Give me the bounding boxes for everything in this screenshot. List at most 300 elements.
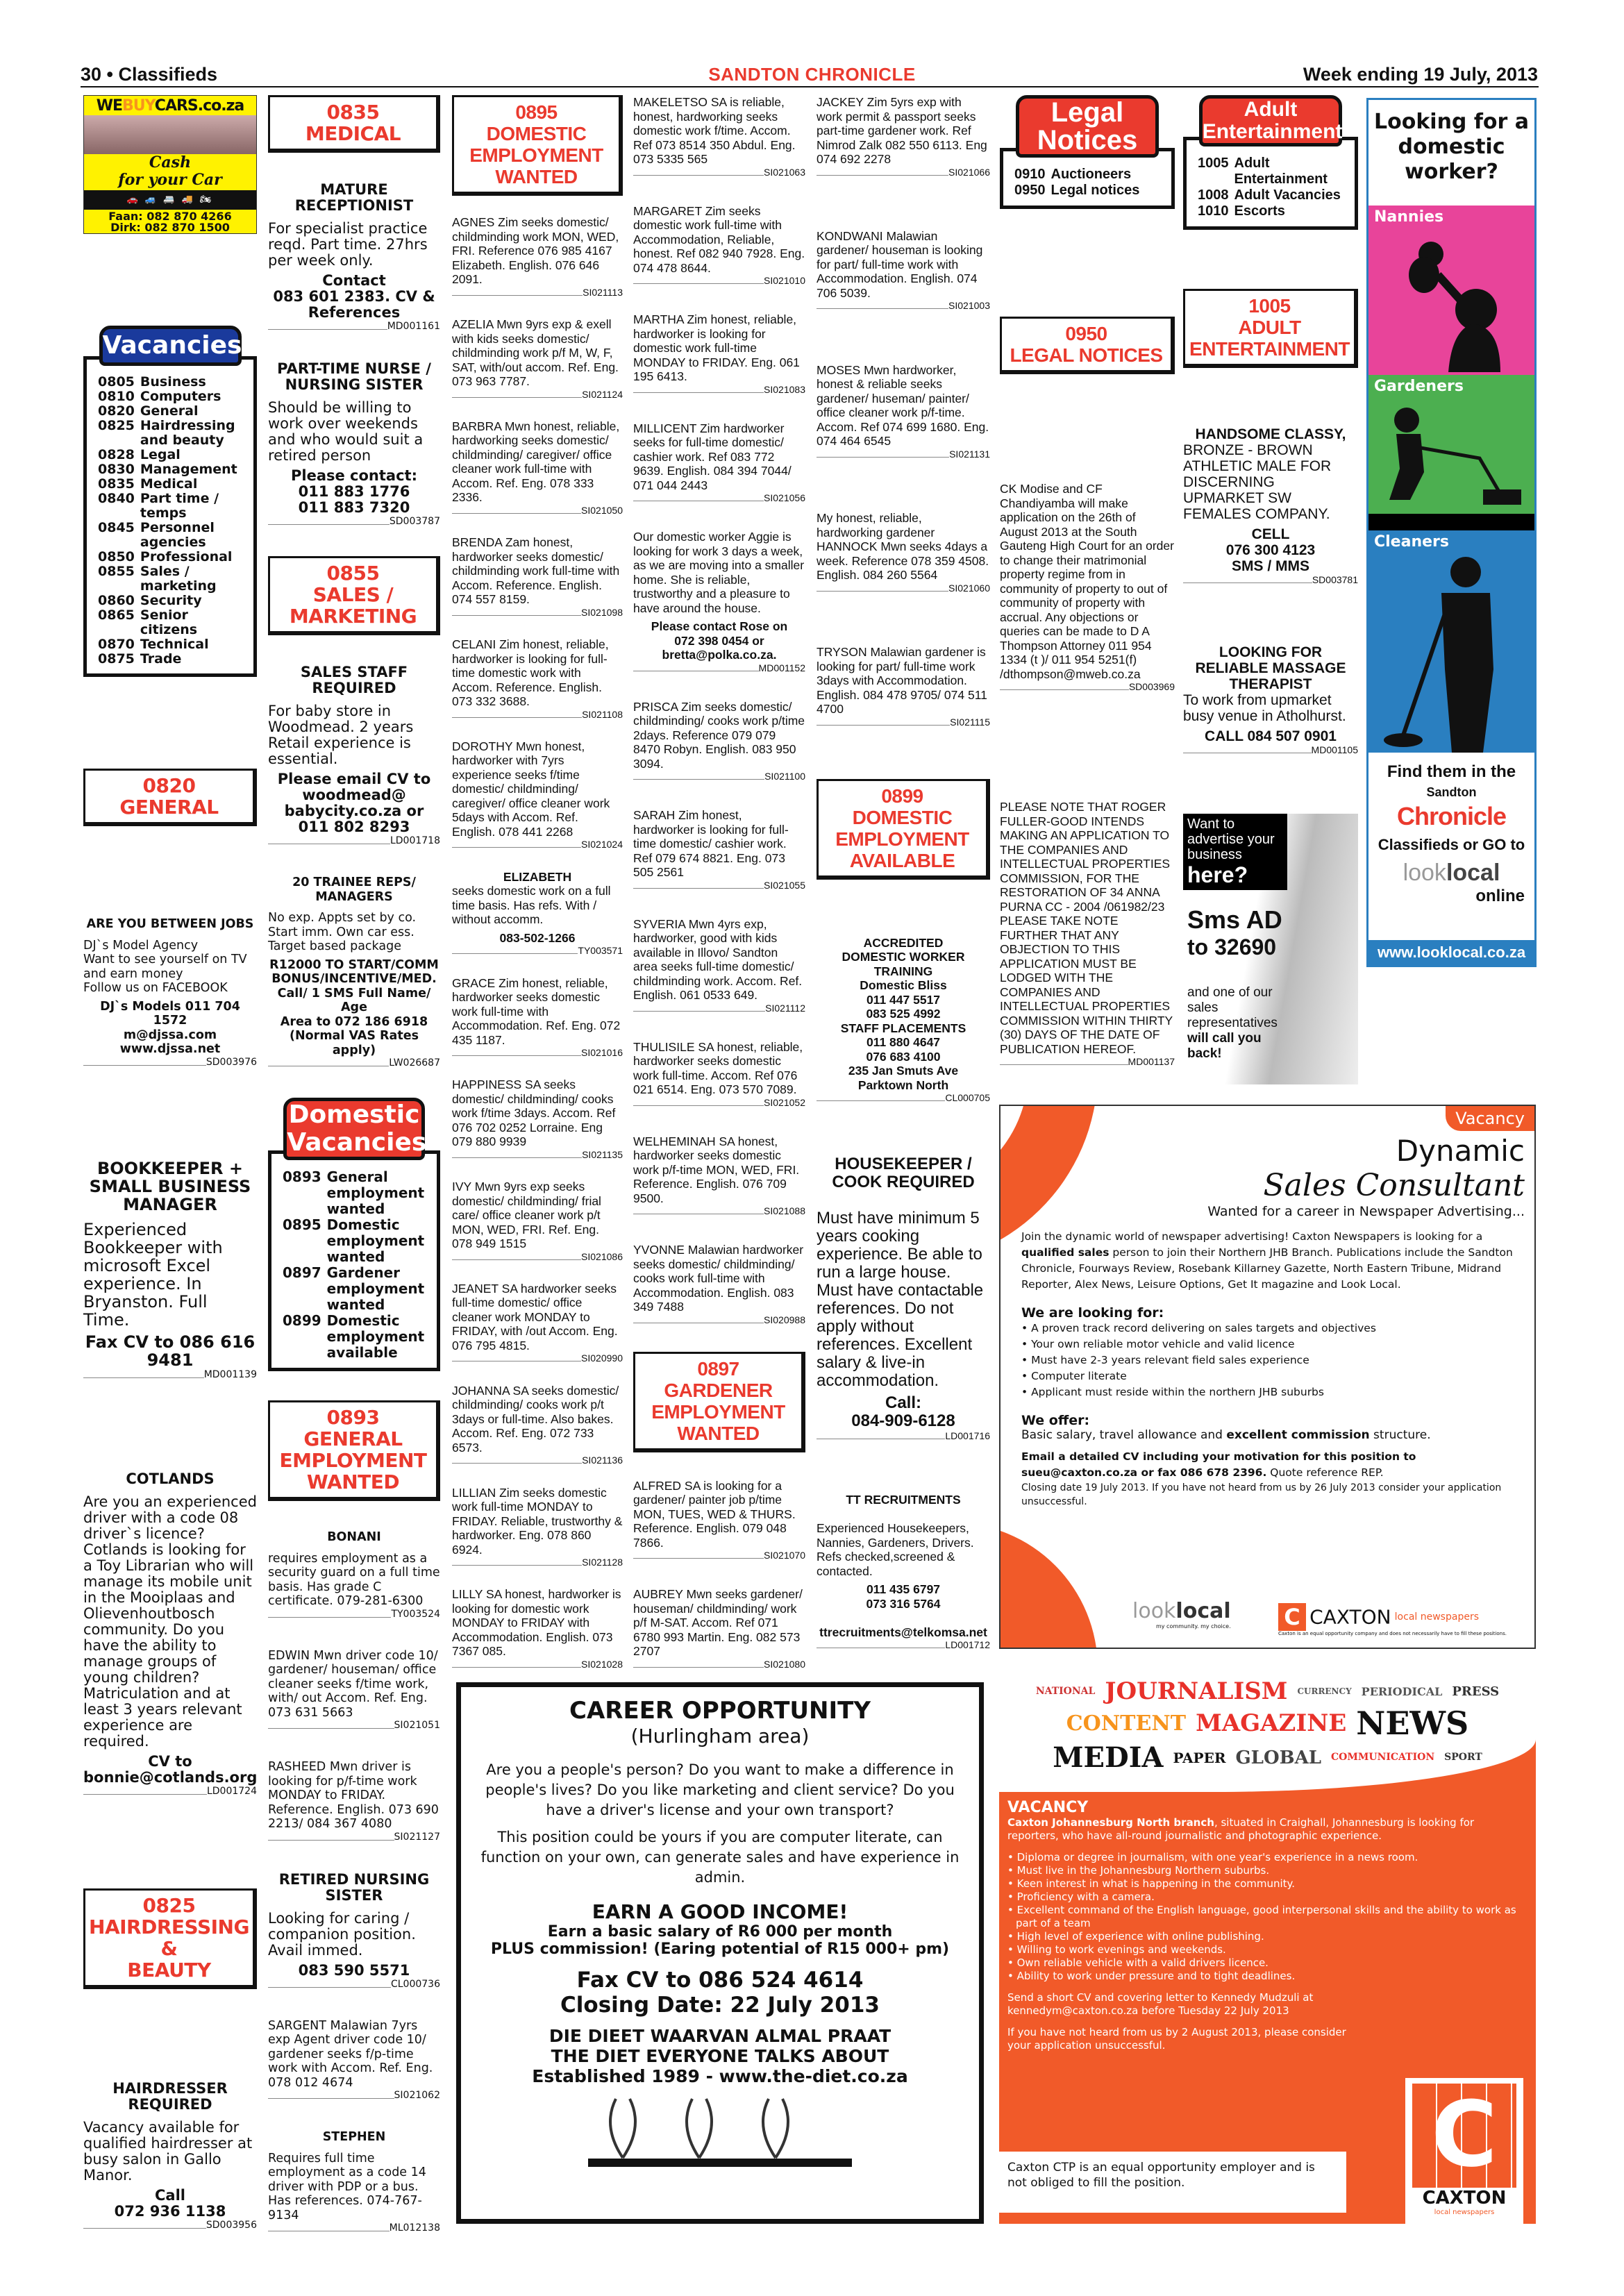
ad-reference (268, 1979, 440, 1990)
index-title: Vacancies (99, 326, 242, 366)
index-code: 0895 (283, 1216, 321, 1233)
divider (633, 1105, 764, 1106)
classified-ad (83, 1159, 257, 1380)
index-label: Computers (140, 388, 221, 404)
ad-reference (633, 1003, 805, 1014)
index-item[interactable] (98, 419, 246, 448)
ad-headline: STEPHEN (322, 2130, 386, 2144)
media-word-cloud (999, 1660, 1536, 1792)
ad-reference (633, 493, 805, 503)
intro-bold: Caxton Johannesburg North branch (1007, 1816, 1214, 1829)
advertise-here-ad[interactable] (1183, 814, 1358, 1084)
divider (633, 392, 764, 393)
advertise-headline (1183, 814, 1287, 890)
logo-sandton: Sandton (1426, 785, 1477, 799)
index-item[interactable] (98, 492, 246, 521)
ad-ref-code: SI021113 (583, 286, 623, 298)
ad-headline: 20 TRAINEE REPS/ MANAGERS (292, 875, 416, 904)
index-item[interactable] (98, 564, 246, 594)
ad-ref-code: SI021112 (765, 1002, 805, 1014)
index-code: 0820 (98, 403, 135, 419)
classified-ad (633, 1134, 805, 1217)
ad-text: Experienced Housekeepers, Nannies, Gardeners, Drivers. Refs checked,screened & contacted. (817, 1521, 974, 1578)
ad-reference (452, 710, 623, 720)
owners-photo (84, 115, 256, 154)
divider (633, 888, 764, 889)
index-item[interactable] (98, 637, 246, 652)
cleaners-panel (1368, 530, 1534, 753)
index-item[interactable] (1014, 183, 1164, 199)
ad-reference (633, 771, 805, 782)
ad-ref-code: SI021028 (581, 1658, 623, 1670)
ad-ref-code: SI020990 (581, 1352, 623, 1364)
classified-ad (817, 363, 990, 460)
classified-ad (633, 917, 805, 1014)
classified-ad (83, 2081, 257, 2231)
cloud-word: JOURNALISM (1105, 1677, 1288, 1705)
email-cv-text (1021, 1449, 1525, 1481)
ad-ref-code: CL000736 (390, 1978, 440, 1990)
nannies-label: Nannies (1374, 208, 1444, 226)
ad-text: TRYSON Malawian gardener is looking for part/ full-time work 3days with Accommodation. English. 084 478 9705/ 074 511 4700 (817, 645, 987, 717)
ad-text: CK Modise and CF Chandiyamba will make application on the 26th of August 2013 at the South Gauteng High Court for an order to change their matrimonial property regime from in community of property to out of community of property with accrual. Any objections or queries can be made to D A Thompson Attorney 011 954 1334 (t )/ 011 954 5251(f) /dthompson@mweb.co.za (1000, 482, 1174, 681)
intro-text: Join the dynamic world of newspaper advertising! Caxton Newspapers is looking for a (1021, 1230, 1483, 1243)
category-header: 0895 DOMESTIC EMPLOYMENT WANTED (452, 95, 623, 196)
ad-contact: Contact 083 601 2383. CV & References (273, 272, 435, 321)
classified-ad (452, 1587, 623, 1670)
ad-reference (268, 517, 440, 527)
ad-text: MOSES Mwn hardworker, honest & reliable seeks gardener/ huseman/ painter/ office cleaner work p/f-time. Accom. Ref 074 699 1680. Eng. 074 464 6545 (817, 362, 989, 449)
slogan: Cash for your Car (118, 153, 222, 189)
index-item[interactable] (1198, 156, 1348, 187)
ad-headline: BOOKKEEPER + SMALL BUSINESS MANAGER (89, 1158, 251, 1214)
index-label: Gardener employment wanted (326, 1264, 425, 1313)
index-item[interactable] (283, 1265, 430, 1313)
ad-ref-code: MD001161 (387, 321, 440, 332)
ad-text: Should be willing to work over weekends and who would suit a retired person (268, 399, 424, 464)
ad-ref-code: SI021051 (394, 1720, 440, 1731)
ad-ref-code: CL000705 (945, 1092, 990, 1104)
index-item[interactable] (98, 608, 246, 637)
index-title: Adult Entertainment (1199, 95, 1343, 146)
classified-ad (1000, 482, 1175, 692)
column-7 (1183, 95, 1358, 1084)
ad-text: GRACE Zim honest, reliable, hardworker seeks domestic work full-time with Accommodation. Ref. Eng. 072 435 1187. (452, 975, 621, 1047)
divider (1000, 1064, 1128, 1065)
index-code: 0845 (98, 519, 135, 535)
ad-reference (633, 1659, 805, 1670)
ad-ref-code: SD003787 (389, 516, 440, 527)
ad-reference (452, 839, 623, 850)
ad-text: Our domestic worker Aggie is looking for work 3 days a week, as we are moving into a smaller home. She is reliable, trustworthy and a pleasure to have around the house. (633, 530, 805, 615)
ad-reference (268, 1058, 440, 1069)
index-item[interactable] (98, 404, 246, 419)
index-label: Escorts (1234, 203, 1285, 219)
offer-a: Basic salary, travel allowance and (1021, 1428, 1227, 1442)
domestic-worker-ad[interactable] (1366, 98, 1537, 967)
ad-reference (633, 385, 805, 395)
ad-ref-code: SI021003 (948, 300, 990, 312)
index-item[interactable] (98, 389, 246, 404)
classified-ad (268, 664, 440, 846)
column-1 (83, 95, 257, 2231)
index-item[interactable] (1198, 203, 1348, 219)
ad-reference (268, 1832, 440, 1843)
caxton-logo (1278, 1603, 1514, 1636)
classified-ad (817, 932, 990, 1104)
ad-text: SARAH Zim honest, hardworker is looking for full-time domestic/ cashier work. Ref 079 674 8821. Eng. 073 505 2561 (633, 808, 789, 880)
classified-ad (452, 1486, 623, 1568)
ad-ref-code: SI021098 (581, 606, 623, 618)
classified-ad (633, 204, 805, 287)
gardeners-panel (1368, 375, 1534, 514)
dynamic-title: Dynamic (1396, 1134, 1525, 1168)
ad-ref-code: SI021135 (582, 1148, 623, 1160)
ad-headline: BONANI (327, 1530, 381, 1544)
ad-reference (633, 663, 805, 673)
ad-ref-code: SI021083 (764, 383, 805, 395)
ad-ref-code: SI021066 (948, 166, 990, 178)
ad-ref-code: MD001139 (203, 1368, 257, 1380)
cloud-word: SPORT (1444, 1752, 1482, 1763)
classified-ad (633, 312, 805, 395)
classifieds-go-text: Classifieds or GO to (1378, 836, 1525, 853)
ad-text: DOROTHY Mwn honest, hardworker with 7yrs experience seeks f/time domestic/ childminding/ caregiver/ office cleaner work 5days with Accom. Ref. English. 078 441 2268 (452, 739, 610, 839)
index-item[interactable] (98, 521, 246, 550)
ad-headline: RETIRED NURSING SISTER (278, 1870, 430, 1904)
classified-ad (268, 1530, 440, 1620)
ad-contact: Please contact Rose on 072 398 0454 or bretta@polka.co.za. (651, 619, 788, 662)
divider (83, 2228, 206, 2229)
index-code: 0865 (98, 607, 135, 623)
ad-ref-code: SI021136 (582, 1455, 623, 1466)
classified-ad (452, 317, 623, 400)
ad-headline: SALES STAFF REQUIRED (300, 664, 408, 696)
ad-ref-code: MD001152 (758, 662, 805, 673)
requirements-list (1021, 1321, 1525, 1400)
index-item[interactable] (283, 1169, 430, 1217)
send-cv-text: Send a short CV and covering letter to Kennedy Mudzuli at kennedym@caxton.co.za before Tuesday 22 July 2013 (1007, 1991, 1314, 2017)
ad-ref-code: SD003969 (1128, 681, 1175, 692)
index-label: Senior citizens (140, 607, 198, 637)
index-label: Professional (140, 548, 233, 564)
divider (817, 175, 948, 176)
index-item[interactable] (98, 652, 246, 667)
sales-consultant-ad (999, 1105, 1536, 1649)
index-code: 0830 (98, 461, 135, 477)
looklocal-logo (1132, 1599, 1231, 1629)
index-label: Legal (140, 446, 181, 462)
ad-text: requires employment as a security guard on a full time basis. Has grade C certificate. 079-281-6300 (268, 1551, 440, 1608)
cloud-word: PAPER (1173, 1749, 1226, 1766)
ad-text: WELHEMINAH SA honest, hardworker seeks domestic work p/f-time MON, WED, FRI. Reference. English. 076 709 9500. (633, 1134, 800, 1205)
divider (452, 397, 582, 398)
classified-ad (268, 361, 440, 527)
ad-reference (817, 1640, 990, 1650)
requirement-item: • Ability to work under pressure and to tight deadlines. (1007, 1970, 1296, 1982)
header-rule (81, 86, 1539, 87)
index-label: Auctioneers (1050, 167, 1132, 182)
ad-reference (83, 1786, 257, 1797)
looking-for-heading: We are looking for: (1021, 1305, 1164, 1321)
intro-bold: qualified sales (1021, 1246, 1110, 1259)
ad-ref-code: SI021128 (582, 1557, 623, 1568)
ad-ref-code: ML012138 (389, 2222, 440, 2234)
ad-ref-code: SI021056 (764, 492, 805, 504)
divider (452, 1055, 581, 1056)
caxton-c-icon: C (1278, 1603, 1306, 1631)
index-item[interactable] (1198, 187, 1348, 203)
ad-text: Must have minimum 5 years cooking experience. Be able to run a large house. Must have contactable references. Do not apply without references. Excellent salary & live-in accommodation. (817, 1208, 984, 1390)
index-code: 0870 (98, 636, 135, 652)
category-index (83, 326, 257, 677)
contact-dirk: Dirk: 082 870 1500 (110, 221, 230, 234)
ad-text: MARGARET Zim seeks domestic work full-time with Accommodation, Reliable, honest. Ref 082 940 7928. Eng. 074 478 8644. (633, 203, 805, 275)
category-header: 0893 GENERAL EMPLOYMENT WANTED (268, 1400, 440, 1501)
divider (633, 1558, 764, 1559)
category-header: 0825 HAIRDRESSING & BEAUTY (83, 1888, 257, 1989)
index-label: Domestic employment available (326, 1312, 425, 1361)
advertise-callback: will call you back! (1187, 1031, 1262, 1061)
ad-ref-code: SI021115 (950, 716, 990, 728)
ad-ref-code: TY003571 (578, 945, 623, 957)
ad-reference (1183, 745, 1358, 755)
index-item[interactable] (98, 448, 246, 462)
column-4 (633, 95, 805, 1670)
classified-ad (268, 1872, 440, 1990)
caxton-wordmark: CAXTON (1309, 1605, 1391, 1629)
ad-contact: CALL 084 507 0901 (1205, 728, 1337, 744)
ad-ref-code: SD003956 (206, 2219, 257, 2231)
vehicle-icons: 🚗 🚙 🚐 🚚 🏍 (84, 190, 256, 210)
cloud-word: CURRENCY (1297, 1686, 1352, 1697)
requirement-item: • Must live in the Johannesburg Northern suburbs. (1007, 1864, 1270, 1877)
ad-ref-code: SD003781 (1312, 574, 1358, 585)
ad-contact: Fax CV to 086 616 9481 (85, 1332, 256, 1370)
ad-text: JACKEY Zim 5yrs exp with work permit & passport seeks part-time gardener work. Ref Nimrod Zalk 082 550 6113. Eng 074 692 2278 (817, 95, 987, 166)
divider (268, 1728, 394, 1729)
logo-look: look (1132, 1599, 1176, 1623)
index-label: Management (140, 461, 237, 477)
ad-text: JEANET SA hardworker seeks full-time domestic/ office cleaner work MONDAY to FRIDAY, with /out Accom. Eng. 076 795 4815. (452, 1281, 618, 1352)
category-header: 0855 SALES / MARKETING (268, 556, 440, 635)
ad-ref-code: SI021070 (764, 1550, 805, 1561)
ad-ref-code: LD001716 (945, 1430, 990, 1441)
ad-headline: COTLANDS (126, 1470, 215, 1488)
classified-ad (268, 182, 440, 332)
logo-local: local (1446, 860, 1500, 886)
fax-cv: Fax CV to 086 524 4614 (576, 1968, 864, 1993)
offer-text (1021, 1428, 1525, 1442)
ad-reference (452, 389, 623, 400)
index-item[interactable] (1014, 167, 1164, 183)
index-item[interactable] (283, 1313, 430, 1361)
divider (83, 1377, 204, 1378)
divider (633, 1011, 765, 1012)
newspaper-name: SANDTON CHRONICLE (708, 64, 916, 85)
index-label: Part time / temps (140, 490, 219, 521)
ad-reference (817, 1431, 990, 1441)
index-code: 0810 (98, 388, 135, 404)
ad-contact: ACCREDITED DOMESTIC WORKER TRAINING Domestic Bliss 011 447 5517 083 525 4992 STAFF PLACEMENTS 011 880 4647 076 683 4100 235 Jan Smuts Ave Parktown North (840, 935, 966, 1092)
ad-reference (452, 1557, 623, 1568)
caxton-local-newspapers: local newspapers (1394, 1611, 1479, 1623)
ad-contact: Call 072 936 1138 (114, 2186, 226, 2220)
ad-ref-code: SI021131 (949, 448, 990, 460)
classified-ad (633, 700, 805, 782)
ad-reference (452, 1048, 623, 1058)
caxton-sub: local newspapers (1434, 2209, 1495, 2216)
ad-text: SARGENT Malawian 7yrs exp Agent driver code 10/ gardener seeks f/p-time work with Accom. Ref. Eng. 078 012 4674 (268, 2018, 433, 2090)
ad-ref-code: SI021052 (764, 1096, 805, 1108)
intro-text-2: person to join their Northern JHB Branch. Publications include the Sandton Chronicle, Fourways Review, Rosebank Killarney Gazette, North Eastern Tribune, Midrand Reporter, Alex News, Leisure Options, Get It magazine and Look Local. (1021, 1246, 1513, 1291)
ad-text: KONDWANI Malawian gardener/ houseman is looking for part/ full-time work with Accommodation. English. 074 706 5039. (817, 228, 983, 300)
logo-buy: BUY (122, 97, 155, 115)
requirement-item: • Diploma or degree in journalism, with one year's experience in a news room. (1007, 1851, 1418, 1863)
ad-headline: MATURE RECEPTIONIST (294, 181, 414, 214)
vacancy-tag: Vacancy (1446, 1106, 1534, 1131)
classified-ad (633, 808, 805, 891)
ad-text: JOHANNA SA seeks domestic/ childminding/ cooks work p/t 3days or full-time. Also bakes. Accom. Ref. Eng. 072 733 6573. (452, 1383, 619, 1455)
classified-ad (452, 215, 623, 298)
requirement-item: • Excellent command of the English language, good interpersonal skills and the ability to work as part of a team (1007, 1904, 1516, 1929)
ad-reference (452, 505, 623, 516)
divider (452, 1259, 581, 1260)
classified-ad (1183, 644, 1358, 755)
classified-ad (268, 2130, 440, 2234)
earn-heading: EARN A GOOD INCOME! (592, 1900, 848, 1923)
ad-reference (633, 880, 805, 891)
ad-ref-code: SI021086 (581, 1250, 623, 1262)
ad-reference (452, 1252, 623, 1262)
closing-text: Closing date 19 July 2013. If you have not heard from us by 26 July 2013 consider your application unsuccessful. (1021, 1482, 1502, 1507)
webuycars-ad[interactable] (83, 95, 257, 234)
cloud-word: NATIONAL (1035, 1686, 1096, 1697)
cloud-word: GLOBAL (1235, 1747, 1322, 1768)
ad-reference (633, 1315, 805, 1325)
index-label: Adult Entertainment (1234, 156, 1328, 187)
requirement-item: • Computer literate (1021, 1370, 1127, 1382)
ad-text: AUBREY Mwn seeks gardener/ houseman/ childminding/ work p/f M-SAT. Accom. Ref 071 6780 993 Martin. Eng. 082 573 2707 (633, 1587, 803, 1659)
advertise-tail: and one of our sales representatives (1187, 985, 1278, 1030)
cleaners-label: Cleaners (1374, 533, 1449, 551)
index-code: 0860 (98, 592, 135, 608)
classified-ad (817, 1493, 990, 1650)
career-paragraph-2: This position could be yours if you are computer literate, can function on your own, can generate sales and have experience in admin. (480, 1829, 960, 1886)
looklocal-url-link[interactable]: www.looklocal.co.za (1368, 940, 1534, 965)
classified-ad (1183, 426, 1358, 585)
index-title: Domestic Vacancies (283, 1098, 424, 1160)
category-index (1183, 95, 1358, 230)
vacancy-heading: VACANCY (1007, 1799, 1089, 1816)
ad-ref-code: SI021055 (764, 879, 805, 891)
ad-contact: CELL 076 300 4123 SMS / MMS (1225, 526, 1316, 574)
index-code: 0840 (98, 490, 135, 506)
ad-text: MAKELETSO SA is reliable, honest, hardworking seeks domestic work f/time. Accom. Ref 073 8514 350 Abdul. Eng. 073 5335 565 (633, 95, 796, 166)
index-code: 0897 (283, 1264, 321, 1281)
caxton-disclaimer: Caxton is an equal opportunity company and does not necessarily have to fill these positions. (1278, 1631, 1507, 1636)
ad-contact: Please contact: 011 883 1776 011 883 7320 (291, 467, 417, 516)
ad-reference (268, 836, 440, 846)
divider (452, 295, 583, 296)
sales-intro (1021, 1229, 1525, 1293)
classified-ad (1000, 800, 1175, 1067)
divider (1000, 689, 1129, 690)
classified-ad (817, 229, 990, 312)
index-item[interactable] (98, 594, 246, 608)
ad-contact: 083 590 5571 (298, 1961, 410, 1979)
issue-date: Week ending 19 July, 2013 (1303, 64, 1538, 85)
divider (633, 175, 764, 176)
ad-text: PRISCA Zim seeks domestic/ childminding/ cooks work p/time 2days. Reference 079 079 8470 Robyn. English. 083 950 3094. (633, 699, 805, 771)
ad-reference (452, 946, 623, 956)
closing-date: Closing Date: 22 July 2013 (560, 1993, 880, 2018)
ad-ref-code: SI021016 (581, 1047, 623, 1058)
divider (452, 1565, 582, 1566)
classified-ad (268, 875, 440, 1069)
classified-ad (633, 1243, 805, 1325)
index-item[interactable] (98, 477, 246, 492)
category-header: 0897 GARDENER EMPLOYMENT WANTED (633, 1352, 805, 1452)
category-header: 0950 LEGAL NOTICES (1000, 317, 1175, 374)
divider (452, 513, 581, 514)
classified-ad (633, 1479, 805, 1561)
ad-contact: DJ`s Models 011 704 1572 m@djssa.com www.djssa.net (100, 999, 240, 1057)
ad-reference (817, 301, 990, 311)
ad-ref-code: SI021100 (764, 771, 805, 782)
ad-headline: ARE YOU BETWEEN JOBS (86, 917, 254, 932)
ad-contact: R12000 TO START/COMM BONUS/INCENTIVE/MED. Call/ 1 SMS Full Name/ Age Area to 072 186 6918 (Normal VAS Rates apply) (269, 957, 439, 1057)
requirement-item: • Willing to work evenings and weekends. (1007, 1943, 1226, 1956)
ad-text: EDWIN Mwn driver code 10/ gardener/ houseman/ office cleaner seeks f/time work, with/ out Accom. Ref. Eng. 073 631 5663 (268, 1648, 438, 1720)
sandton-chronicle-logo (1368, 782, 1534, 830)
logo-we: WE (96, 97, 123, 115)
divider (817, 457, 949, 458)
ad-ref-code: SI021127 (394, 1831, 440, 1843)
index-code: 0805 (98, 374, 135, 389)
divider (83, 1065, 206, 1066)
logo-look: look (1403, 860, 1446, 886)
salary-text: Earn a basic salary of R6 000 per month (547, 1923, 893, 1941)
ad-reference (633, 1206, 805, 1216)
ad-text: For specialist practice reqd. Part time. 27hrs per week only. (268, 220, 428, 269)
index-label: Medical (140, 476, 198, 492)
index-item[interactable] (283, 1217, 430, 1265)
divider (268, 1840, 394, 1841)
ad-headline: HOUSEKEEPER / COOK REQUIRED (832, 1154, 975, 1191)
ad-ref-code: SI021050 (581, 504, 623, 516)
index-item[interactable] (98, 550, 246, 564)
divider (452, 1463, 582, 1464)
cloud-word: PRESS (1452, 1684, 1500, 1699)
commission-text: PLUS commission! (Earing potential of R15 000+ pm) (490, 1941, 950, 1958)
ad-ref-code: SI021063 (764, 166, 805, 178)
index-item[interactable] (98, 375, 246, 389)
ad-headline: TT RECRUITMENTS (846, 1493, 961, 1507)
ad-text: YVONNE Malawian hardworker seeks domestic/ childminding/ cooks work full-time with Accommodation. English. 083 349 7488 (633, 1243, 804, 1314)
ad-text: RASHEED Mwn driver is looking for p/f-time work MONDAY to FRIDAY. Reference. English. 073 690 2213/ 084 367 4080 (268, 1760, 439, 1831)
cloud-word: MAGAZINE (1196, 1709, 1347, 1737)
index-code: 0835 (98, 476, 135, 492)
ad-reference (1000, 1057, 1175, 1067)
divider (452, 847, 581, 848)
index-label: General (140, 403, 199, 419)
index-item[interactable] (98, 462, 246, 477)
ad-text: CELANI Zim honest, reliable, hardworker is looking for full-time domestic work with Accom. Reference. English. 073 332 3688. (452, 637, 609, 709)
ad-ref-code: LD001718 (390, 835, 440, 846)
index-label: Domestic employment wanted (326, 1216, 425, 1265)
index-code: 0828 (98, 446, 135, 462)
